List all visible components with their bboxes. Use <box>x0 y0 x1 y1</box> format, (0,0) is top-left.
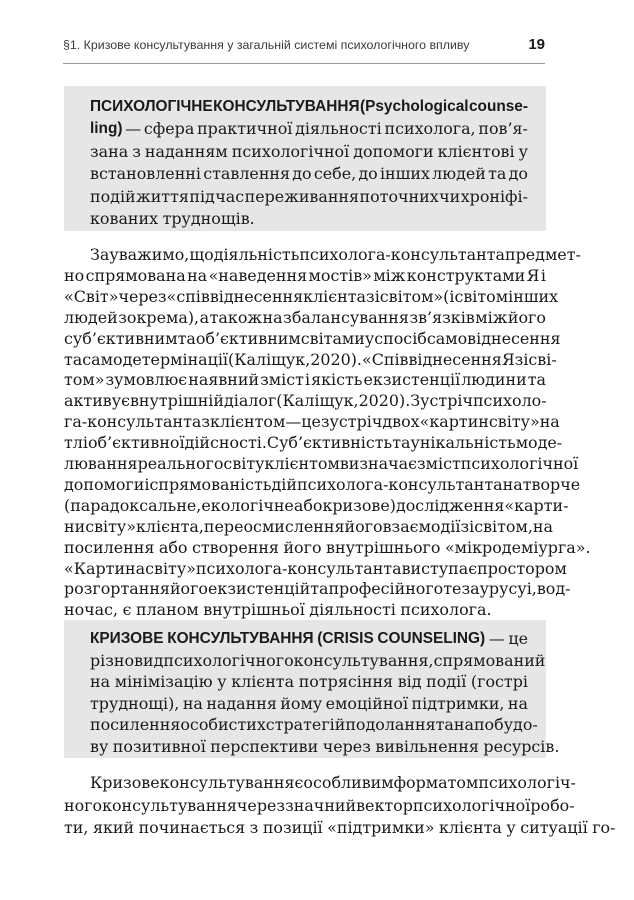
word: через <box>118 286 167 306</box>
word: клієнта <box>439 818 502 837</box>
word: екзистенції <box>363 370 461 390</box>
word: світами <box>300 328 365 348</box>
text-line <box>90 771 576 795</box>
word: світу» <box>145 558 196 578</box>
word: екзистенцій <box>208 579 311 599</box>
word: дій <box>271 474 297 494</box>
word: самодетермінації <box>82 349 229 369</box>
word: мостів» <box>308 265 372 285</box>
word: консультування, <box>293 650 434 670</box>
word: та <box>527 370 546 390</box>
word: йому <box>280 693 323 713</box>
word: психолога-консультанта <box>299 245 505 264</box>
word: через <box>236 795 286 815</box>
word: «Співвіднесення <box>361 349 502 369</box>
word: Зустріч <box>410 391 473 411</box>
text-line <box>90 185 528 209</box>
word: людини <box>461 370 527 390</box>
word: психологічної <box>460 454 579 473</box>
word: потрясіння <box>298 672 394 692</box>
word: зі <box>514 349 529 369</box>
word: конструктами <box>406 265 526 285</box>
word: га-консультанта <box>64 412 202 432</box>
word: особистих <box>180 715 266 735</box>
word: (Каліщук, <box>228 349 311 369</box>
word: ситуації <box>520 818 588 837</box>
word: підтримки, <box>411 693 505 713</box>
word: 2020). <box>358 391 411 411</box>
word: двох <box>382 412 420 432</box>
word: психолога-консультанта <box>195 558 402 578</box>
word: внутрішнього <box>326 537 441 557</box>
word: клієнтові <box>437 141 515 161</box>
word: значний <box>285 795 357 815</box>
word: спрямованість <box>149 474 272 494</box>
word: з <box>249 818 259 837</box>
word: реального <box>137 454 224 473</box>
word: хроніфі- <box>460 186 528 206</box>
word: на <box>262 307 283 327</box>
text-line <box>90 627 528 651</box>
text-line <box>90 735 560 759</box>
word: виступає <box>401 558 478 578</box>
word: психолога. <box>400 600 492 620</box>
word: (Каліщук, <box>276 391 359 411</box>
word: до <box>292 164 312 184</box>
word: у <box>364 328 375 348</box>
word: «підтримки» <box>327 818 435 837</box>
word: предмет- <box>505 245 581 264</box>
word: це <box>301 412 321 432</box>
word: — <box>488 629 505 648</box>
word: допомоги <box>64 474 145 494</box>
word: стратегій <box>265 715 346 735</box>
text-line <box>64 816 616 840</box>
word: допомоги <box>353 141 434 161</box>
word: емоційної <box>325 693 409 713</box>
word: дослідження <box>395 495 505 515</box>
word: побудо- <box>473 715 538 735</box>
word: також <box>209 307 263 327</box>
word: на <box>502 474 523 494</box>
word: КРИЗОВЕ <box>90 630 164 647</box>
word: зі <box>460 516 475 536</box>
word: ПСИХОЛОГІЧНЕ <box>90 98 213 115</box>
word: консультування <box>102 795 237 815</box>
word: кованих <box>90 209 159 228</box>
word: труднощі), <box>90 693 180 713</box>
word: себе, <box>313 164 357 184</box>
word: труднощів. <box>162 209 255 228</box>
word: починається <box>138 818 246 837</box>
page-number: 19 <box>528 36 545 53</box>
word: діяльності <box>309 600 396 620</box>
word: який <box>92 818 135 837</box>
word: позиції <box>262 818 323 837</box>
word: особливим <box>303 773 394 792</box>
word: Суб’єктивність <box>266 433 393 453</box>
word: клієнта, <box>135 516 204 536</box>
word: посилення <box>64 537 155 557</box>
word: унікальність <box>410 433 516 453</box>
word: між <box>475 307 508 327</box>
word: світу <box>223 454 265 473</box>
word: COUNSELING) <box>377 630 486 647</box>
text-line <box>64 794 575 818</box>
word: є <box>294 773 304 792</box>
word: планом <box>136 600 199 620</box>
word: зі <box>366 286 380 306</box>
word: позитивної <box>112 737 206 756</box>
word: діалог <box>223 391 277 411</box>
word: (і <box>443 286 455 306</box>
word: від <box>397 672 422 692</box>
word: — <box>285 412 302 432</box>
running-title: §1. Кризове консультування у загальній системі психологічного впливу <box>63 38 470 52</box>
word: у <box>506 818 516 837</box>
word: психологіч- <box>478 773 576 792</box>
word: 2020). <box>310 349 362 369</box>
word: створення <box>191 537 279 557</box>
word: зана <box>90 141 129 161</box>
word: внутрішній <box>129 391 224 411</box>
word: його <box>344 516 383 536</box>
word: якість <box>311 370 363 390</box>
word: ling) <box>90 120 123 138</box>
word: його <box>507 307 546 327</box>
word: і <box>540 265 546 285</box>
word: кризове) <box>322 495 396 515</box>
word: «Світ» <box>64 286 119 306</box>
word: світу» <box>488 412 540 432</box>
word: та <box>310 579 329 599</box>
word: психологічної <box>231 141 350 161</box>
word: події <box>426 672 467 692</box>
word: час <box>215 186 245 206</box>
word: його <box>169 579 209 599</box>
text-line <box>90 649 546 673</box>
word: через <box>322 737 371 756</box>
word: поточних <box>359 186 439 206</box>
word: клієнта <box>231 672 295 692</box>
word: зокрема), <box>118 307 200 327</box>
word: подолання <box>345 715 436 735</box>
word: та <box>64 349 83 369</box>
word: та <box>435 715 454 735</box>
text-line <box>90 670 528 694</box>
word: до <box>508 164 528 184</box>
word: тлі <box>64 433 88 453</box>
word: людей <box>64 307 118 327</box>
word: спрямована <box>85 265 186 285</box>
word: перспективи <box>210 737 319 756</box>
word: простором <box>477 558 567 578</box>
header-rule <box>63 63 545 64</box>
word: надання <box>206 693 277 713</box>
word: посилення <box>90 715 181 735</box>
word: визначає <box>339 454 417 473</box>
word: творче <box>522 474 581 494</box>
word: Зауважимо, <box>90 245 190 264</box>
word: го- <box>592 818 616 837</box>
word: «наведення <box>208 265 308 285</box>
word: під <box>189 186 215 206</box>
word: психологічної <box>412 795 531 815</box>
word: зустріч <box>320 412 383 432</box>
word: на <box>453 715 474 735</box>
word: вектор <box>356 795 413 815</box>
word: пов’я- <box>478 119 528 139</box>
word: або <box>158 537 188 557</box>
word: сві- <box>528 349 557 369</box>
word: діяльність <box>213 245 300 264</box>
word: збалансування <box>283 307 409 327</box>
word: і <box>304 370 311 390</box>
word: екологічне <box>201 495 294 515</box>
word: та <box>488 164 507 184</box>
word: на <box>90 672 111 692</box>
word: практичної <box>197 119 293 139</box>
word: світом <box>454 286 509 306</box>
word: на <box>187 265 208 285</box>
word: інших <box>508 286 559 306</box>
word: counse- <box>468 98 528 115</box>
word: клієнта <box>303 286 367 306</box>
word: «картин <box>419 412 489 432</box>
word: ресурсів. <box>483 737 560 756</box>
word: самовіднесення <box>426 328 561 348</box>
word: внутрішньої <box>203 600 305 620</box>
word: людей <box>432 164 486 184</box>
word: і, <box>526 579 537 599</box>
word: вод- <box>536 579 571 599</box>
word: між <box>373 265 406 285</box>
word: психолога-консультанта <box>296 474 503 494</box>
word: і <box>144 474 150 494</box>
word: переживання <box>244 186 360 206</box>
word: з <box>132 141 141 161</box>
text-line <box>90 692 528 716</box>
word: ночас, <box>64 600 119 620</box>
word: — <box>125 119 142 139</box>
word: об’єктивним <box>195 328 301 348</box>
word: наданням <box>144 141 228 161</box>
word: зміст <box>260 370 304 390</box>
word: робо- <box>530 795 575 815</box>
word: на <box>539 412 560 432</box>
word: «мікродеміурга». <box>444 537 591 557</box>
word: на <box>182 693 203 713</box>
text-line <box>90 713 538 737</box>
word: світу» <box>85 516 136 536</box>
word: життя <box>136 186 189 206</box>
word: взаємодії <box>382 516 461 536</box>
word: но <box>64 265 85 285</box>
word: психоло- <box>472 391 547 411</box>
word: спрямований <box>433 650 546 670</box>
word: це <box>508 629 528 648</box>
word: подій <box>90 186 136 206</box>
word: з <box>201 412 211 432</box>
word: клієнтом <box>264 454 340 473</box>
word: зміст <box>416 454 461 473</box>
word: світом, <box>474 516 533 536</box>
word: різновид <box>90 650 164 670</box>
word: КОНСУЛЬТУВАННЯ <box>213 98 360 115</box>
word: на <box>532 516 553 536</box>
word: активує <box>64 391 130 411</box>
word: професійного <box>328 579 444 599</box>
word: зумовлює <box>105 370 188 390</box>
word: у <box>217 672 227 692</box>
text-line <box>90 95 528 119</box>
word: зв’язків <box>409 307 475 327</box>
word: його <box>283 537 322 557</box>
word: ву <box>90 737 109 756</box>
word: а <box>199 307 210 327</box>
word: ставлення <box>203 164 291 184</box>
word: психологічного <box>163 650 294 670</box>
word: світом» <box>379 286 444 306</box>
word: лювання <box>64 454 138 473</box>
word: моде- <box>515 433 563 453</box>
word: «карти- <box>504 495 569 515</box>
word: та <box>392 433 411 453</box>
word: наявний <box>188 370 260 390</box>
word: ти, <box>64 818 89 837</box>
word: КОНСУЛЬТУВАННЯ <box>167 630 314 647</box>
word: (Psychological <box>359 98 469 115</box>
word: (парадоксальне, <box>64 495 202 515</box>
word: вивільнення <box>375 737 479 756</box>
word: психолога, <box>384 119 476 139</box>
word: інших <box>379 164 430 184</box>
word: клієнтом <box>210 412 286 432</box>
text-line <box>90 207 528 231</box>
word: сфера <box>143 119 195 139</box>
word: переосмислення <box>203 516 345 536</box>
word: Я <box>501 349 515 369</box>
text-line <box>90 117 528 141</box>
word: тезаурусу <box>443 579 527 599</box>
word: на <box>507 693 528 713</box>
word: діяльності <box>295 119 382 139</box>
page-header <box>63 36 545 53</box>
word: «Картина <box>64 558 146 578</box>
word: мінімізацію <box>114 672 213 692</box>
word: Кризове <box>90 773 160 792</box>
word: та <box>177 328 196 348</box>
word: (гострі <box>470 672 528 692</box>
definition-box-psychological-counseling <box>64 86 546 231</box>
word: (CRISIS <box>317 630 374 647</box>
word: «співвіднесення <box>166 286 304 306</box>
word: до <box>358 164 378 184</box>
word: спосіб <box>374 328 427 348</box>
word: у <box>518 141 528 161</box>
text-line <box>90 140 528 164</box>
word: розгортання <box>64 579 170 599</box>
word: що <box>189 245 214 264</box>
word: ного <box>64 795 103 815</box>
word: ни <box>64 516 86 536</box>
word: об’єктивної <box>87 433 185 453</box>
word: том» <box>64 370 105 390</box>
word: або <box>293 495 323 515</box>
word: форматом <box>393 773 479 792</box>
word: є <box>122 600 132 620</box>
word: Я <box>526 265 540 285</box>
word: чи <box>439 186 461 206</box>
word: суб’єктивним <box>64 328 178 348</box>
word: дійсності. <box>184 433 267 453</box>
word: встановленні <box>90 164 201 184</box>
definition-box-crisis-counseling <box>64 620 560 758</box>
text-line <box>64 598 546 622</box>
word: консультування <box>159 773 295 792</box>
text-line <box>90 162 528 186</box>
